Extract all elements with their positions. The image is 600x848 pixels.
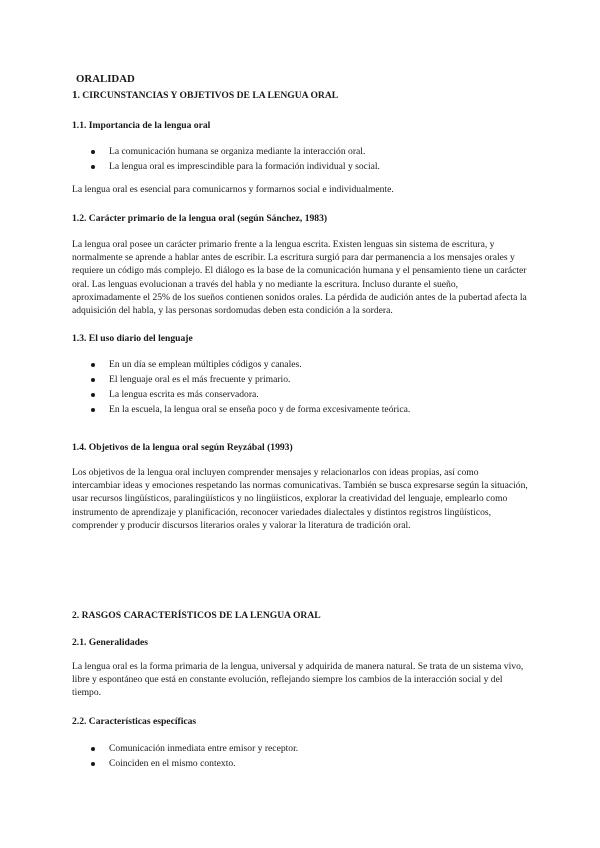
bullet-icon: [91, 378, 95, 382]
subsection-1-1-list: [72, 144, 528, 174]
bullet-icon: [91, 747, 95, 751]
section-1-title: . CIRCUNSTANCIAS Y OBJETIVOS DE LA LENGUA ORAL: [77, 90, 339, 101]
bullet-icon: [91, 150, 95, 154]
section-2-number: 2: [72, 610, 77, 621]
list-item-text: En la escuela, la lengua oral se enseña poco y de forma excesivamente teórica.: [109, 404, 411, 415]
subsection-1-1-paragraph: La lengua oral es esencial para comunicarnos y formarnos social e individualmente.: [72, 184, 394, 195]
list-item: [72, 402, 528, 417]
list-item: [72, 372, 528, 387]
bullet-icon: [91, 363, 95, 367]
section-1-heading: [72, 89, 528, 102]
subsection-1-1-heading: 1.1. Importancia de la lengua oral: [72, 120, 211, 131]
subsection-2-1-paragraph: La lengua oral es la forma primaria de la lengua, universal y adquirida de manera natural. Se trata de un sistema vivo, libre y espontáneo que está en constante evolución, reflejando siempre los cambios de la interacción social y del tiempo.: [72, 661, 524, 699]
list-item: [72, 741, 528, 756]
subsection-1-2-heading: 1.2. Carácter primario de la lengua oral (según Sánchez, 1983): [72, 213, 328, 224]
section-2-heading: [72, 609, 528, 622]
list-item: [72, 756, 528, 771]
subsection-1-3-heading: 1.3. El uso diario del lenguaje: [72, 333, 193, 344]
subsection-1-4-paragraph: Los objetivos de la lengua oral incluyen comprender mensajes y relacionarlos con ideas propias, así como intercambiar ideas y emociones respetando las normas comunicativas. También se busca expresarse según la situación, usar recursos lingüísticos, paralingüísticos y no lingüísticos, explorar la creatividad del lenguaje, emplearlo como instrumento de aprendizaje y planificación, reconocer variedades dialectales y distintos registros lingüísticos, comprender y producir discursos literarios orales y valorar la literatura de tradición oral.: [72, 467, 528, 531]
subsection-1-2-paragraph: La lengua oral posee un carácter primario frente a la lengua escrita. Existen lenguas sin sistema de escritura, y normalmente se aprende a hablar antes de escribir. La escritura surgió para dar permanencia a los mensajes orales y requiere un código más complejo. El diálogo es la base de la comunicación humana y el pensamiento tiene un carácter oral. Las lenguas evolucionan a través del habla y no mediante la escritura. Incluso durante el sueño, aproximadamente el 25% de los sueños contienen sonidos orales. La pérdida de audición antes de la pubertad afecta la adquisición del habla, y las personas sordomudas deben esta condición a la sordera.: [72, 239, 527, 317]
list-item: [72, 159, 528, 174]
bullet-icon: [91, 165, 95, 169]
list-item-text: El lenguaje oral es el más frecuente y primario.: [109, 374, 291, 385]
list-item-text: La lengua oral es imprescindible para la formación individual y social.: [109, 161, 380, 172]
subsection-1-3-list: [72, 357, 528, 417]
bullet-icon: [91, 762, 95, 766]
section-1-number: 1: [72, 89, 78, 101]
subsection-2-2-list: [72, 741, 528, 771]
list-item-text: Comunicación inmediata entre emisor y receptor.: [109, 743, 299, 754]
list-item: [72, 387, 528, 402]
document-title: ORALIDAD: [76, 73, 135, 85]
bullet-icon: [91, 393, 95, 397]
section-2-title: . RASGOS CARACTERÍSTICOS DE LA LENGUA ORAL: [76, 610, 321, 621]
list-item-text: La lengua escrita es más conservadora.: [109, 389, 259, 400]
list-item-text: Coinciden en el mismo contexto.: [109, 758, 236, 769]
subsection-2-2-heading: 2.2. Características específicas: [72, 716, 197, 727]
subsection-2-1-heading: 2.1. Generalidades: [72, 637, 148, 648]
list-item-text: En un día se emplean múltiples códigos y canales.: [109, 359, 302, 370]
list-item-text: La comunicación humana se organiza mediante la interacción oral.: [109, 146, 366, 157]
bullet-icon: [91, 408, 95, 412]
list-item: [72, 144, 528, 159]
subsection-1-4-heading: 1.4. Objetivos de la lengua oral según Reyzábal (1993): [72, 442, 293, 453]
list-item: [72, 357, 528, 372]
